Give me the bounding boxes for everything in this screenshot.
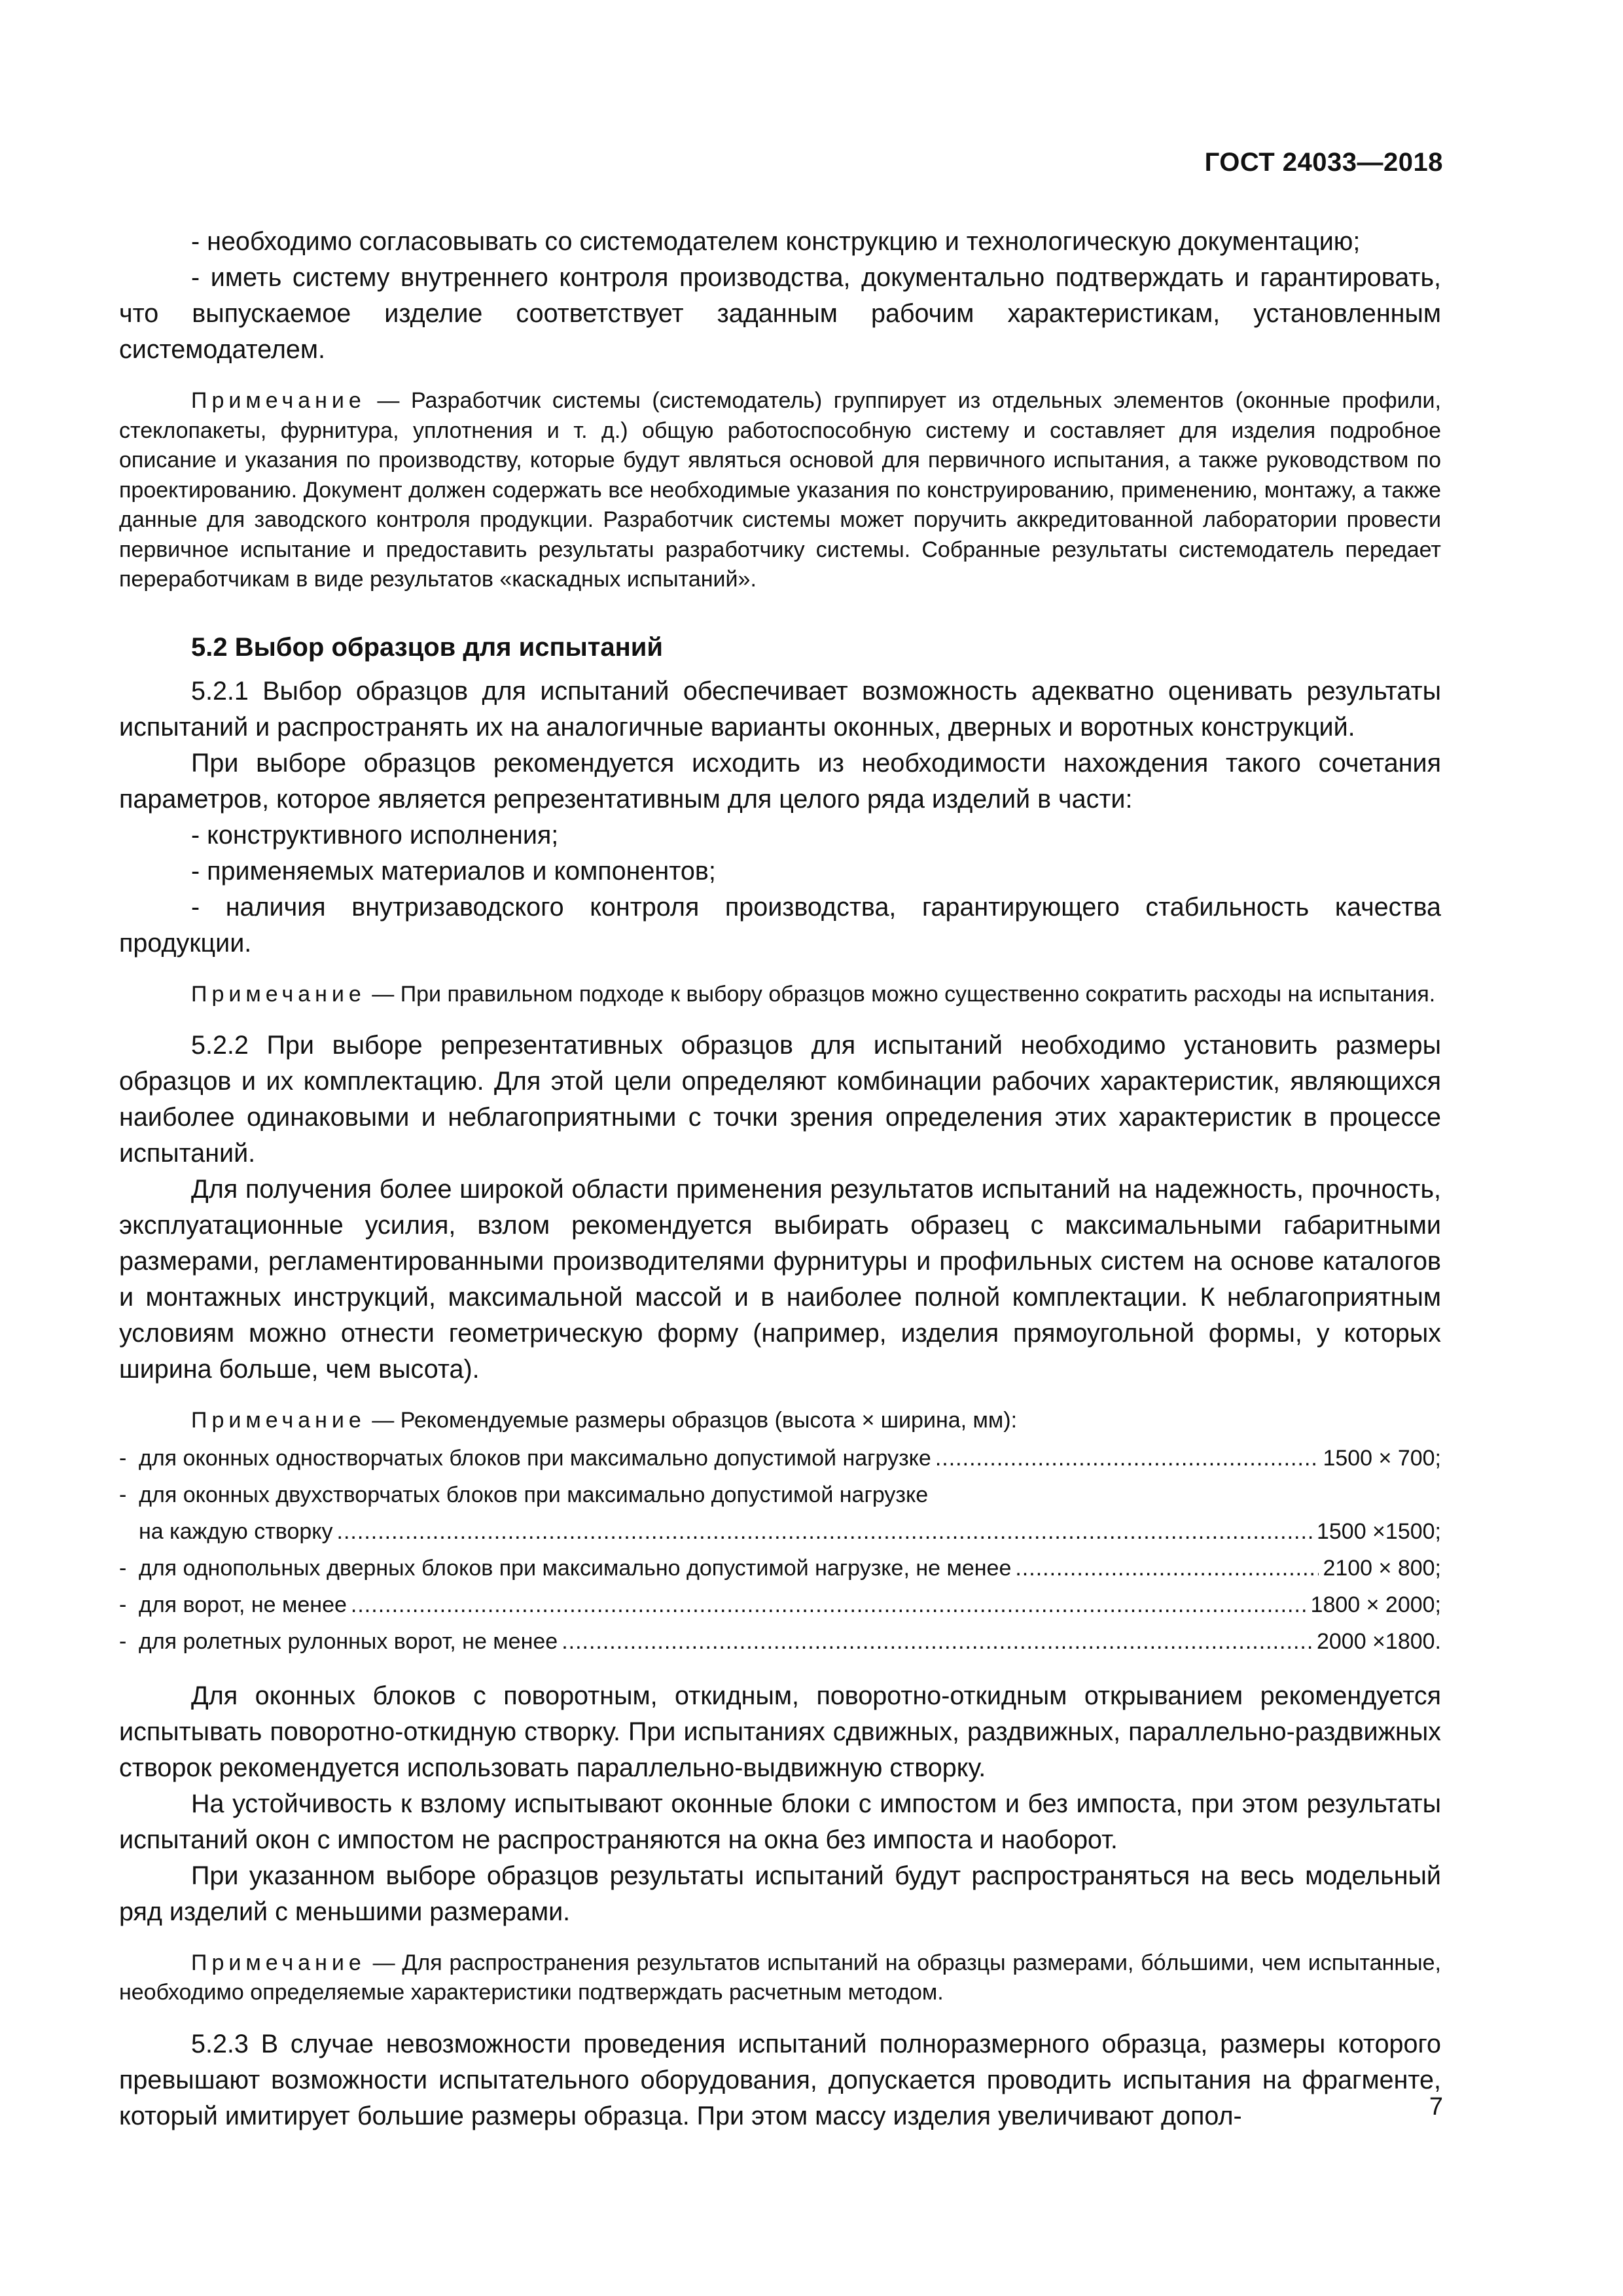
sample-sizes-list [119, 1440, 1441, 1660]
note-label: Примечание [191, 1408, 366, 1433]
section-title: 5.2 Выбор образцов для испытаний [191, 632, 663, 662]
sample-size-value: 1800 × 2000; [1310, 1592, 1441, 1617]
note-4 [119, 1948, 1441, 2008]
note-text: — Рекомендуемые размеры образцов (высота × ширина, мм): [365, 1408, 1018, 1433]
paragraph-5-2-2: 5.2.2 При выборе репрезентативных образцов для испытаний необходимо установить размеры образцов и их комплектацию. Для этой цели определяют комбинации рабочих характеристик, являющихся наиболее одинаковыми и неблагоприятными с точки зрения определения этих характеристик в процессе испытаний. [119, 1031, 1441, 1168]
note-text: — При правильном подходе к выбору образцов можно существенно сократить расходы на испытания. [365, 981, 1436, 1007]
sample-size-item: - для оконных одностворчатых блоков при максимально допустимой нагрузке ..... 1500 × 700; [119, 1440, 1441, 1477]
note-text: — Разработчик системы (системодатель) группирует из отдельных элементов (оконные профили, стеклопакеты, фурнитура, уплотнения и т. д.) общую работоспособную систему и составляет для изделия подробное описание и указания по производству, которые будут являться основой для первичного испытания, а также руководством по проектированию. Документ должен содержать все необходимые указания по конструированию, применению, монтажу, а также данные для заводского контроля продукции. Разработчик системы может поручить аккредитованной лаборатории провести первичное испытание и предоставить результаты разработчику системы. Собранные результаты системодатель передает переработчикам в виде результатов «каскадных испытаний». [119, 388, 1441, 592]
paragraph: При выборе образцов рекомендуется исходить из необходимости нахождения такого сочетания параметров, которое является репрезентативным для целого ряда изделий в части: [119, 748, 1441, 814]
note-text: — Для распространения результатов испытаний на образцы размерами, бóльшими, чем испытанные, необходимо определяемые характеристики подтверждать расчетным методом. [119, 1950, 1441, 2005]
list-item: - наличия внутризаводского контроля производства, гарантирующего стабильность качества продукции. [119, 892, 1441, 958]
list-item: - конструктивного исполнения; [191, 820, 559, 850]
page-number: 7 [1429, 2093, 1443, 2121]
sample-size-label: для ворот, не менее [139, 1592, 347, 1617]
intro-bullet-1: - необходимо согласовывать со системодателем конструкцию и технологическую документацию; [191, 227, 1361, 256]
sample-size-value: 2100 × 800; [1323, 1555, 1441, 1581]
note-label: Примечание [191, 1950, 366, 1975]
sample-size-value: 2000 ×1800. [1316, 1628, 1441, 1654]
page-body [119, 224, 1441, 2134]
sample-size-item: - для оконных двухстворчатых блоков при максимально допустимой нагрузке на каждую створку ..... 1500 ×1500; [119, 1477, 1441, 1550]
intro-bullet-2: - иметь систему внутреннего контроля производства, документально подтверждать и гарантировать, что выпускаемое изделие соответствует заданным рабочим характеристикам, установленным системодателем. [119, 263, 1441, 364]
paragraph: При указанном выборе образцов результаты испытаний будут распространяться на весь модельный ряд изделий с меньшими размерами. [119, 1861, 1441, 1926]
sample-size-value: 1500 × 700; [1323, 1445, 1441, 1471]
note-label: Примечание [191, 981, 366, 1007]
sample-size-label: для оконных одностворчатых блоков при максимально допустимой нагрузке [139, 1445, 931, 1471]
paragraph: На устойчивость к взлому испытывают оконные блоки с импостом и без импоста, при этом результаты испытаний окон с импостом не распространяются на окна без импоста и наоборот. [119, 1789, 1441, 1854]
list-item: - применяемых материалов и компонентов; [191, 856, 716, 886]
note-1 [119, 386, 1441, 595]
sample-size-item: - для ворот, не менее ..... 1800 × 2000; [119, 1587, 1441, 1623]
note-3 [119, 1406, 1441, 1436]
sample-size-item: - для ролетных рулонных ворот, не менее ..... 2000 ×1800. [119, 1623, 1441, 1660]
sample-size-label: для однопольных дверных блоков при максимально допустимой нагрузке, не менее [139, 1555, 1012, 1581]
sample-size-label-cont: на каждую створку [139, 1518, 333, 1544]
sample-size-value: 1500 ×1500; [1316, 1518, 1441, 1544]
sample-size-label: для ролетных рулонных ворот, не менее [139, 1628, 558, 1654]
sample-size-label: для оконных двухстворчатых блоков при максимально допустимой нагрузке [139, 1482, 929, 1507]
note-label: Примечание [191, 388, 366, 413]
paragraph-5-2-1: 5.2.1 Выбор образцов для испытаний обеспечивает возможность адекватно оценивать результаты испытаний и распространять их на аналогичные варианты оконных, дверных и воротных конструкций. [119, 676, 1441, 742]
paragraph: Для получения более широкой области применения результатов испытаний на надежность, прочность, эксплуатационные усилия, взлом рекомендуется выбирать образец с максимальными габаритными размерами, регламентированными производителями фурнитуры и профильных систем на основе каталогов и монтажных инструкций, максимальной массой и в наиболее полной комплектации. К неблагоприятным условиям можно отнести геометрическую форму (например, изделия прямоугольной формы, у которых ширина больше, чем высота). [119, 1175, 1441, 1384]
note-2 [119, 980, 1441, 1010]
document-code: ГОСТ 24033—2018 [1204, 148, 1443, 177]
paragraph-5-2-3: 5.2.3 В случае невозможности проведения испытаний полноразмерного образца, размеры которого превышают возможности испытательного оборудования, допускается проводить испытания на фрагменте, который имитирует большие размеры образца. При этом массу изделия увеличивают допол- [119, 2029, 1441, 2130]
paragraph: Для оконных блоков с поворотным, откидным, поворотно-откидным открыванием рекомендуется испытывать поворотно-откидную створку. При испытаниях сдвижных, раздвижных, параллельно-раздвижных створок рекомендуется использовать параллельно-выдвижную створку. [119, 1681, 1441, 1782]
sample-size-item: - для однопольных дверных блоков при максимально допустимой нагрузке, не менее ..... 2100 × 800; [119, 1550, 1441, 1587]
